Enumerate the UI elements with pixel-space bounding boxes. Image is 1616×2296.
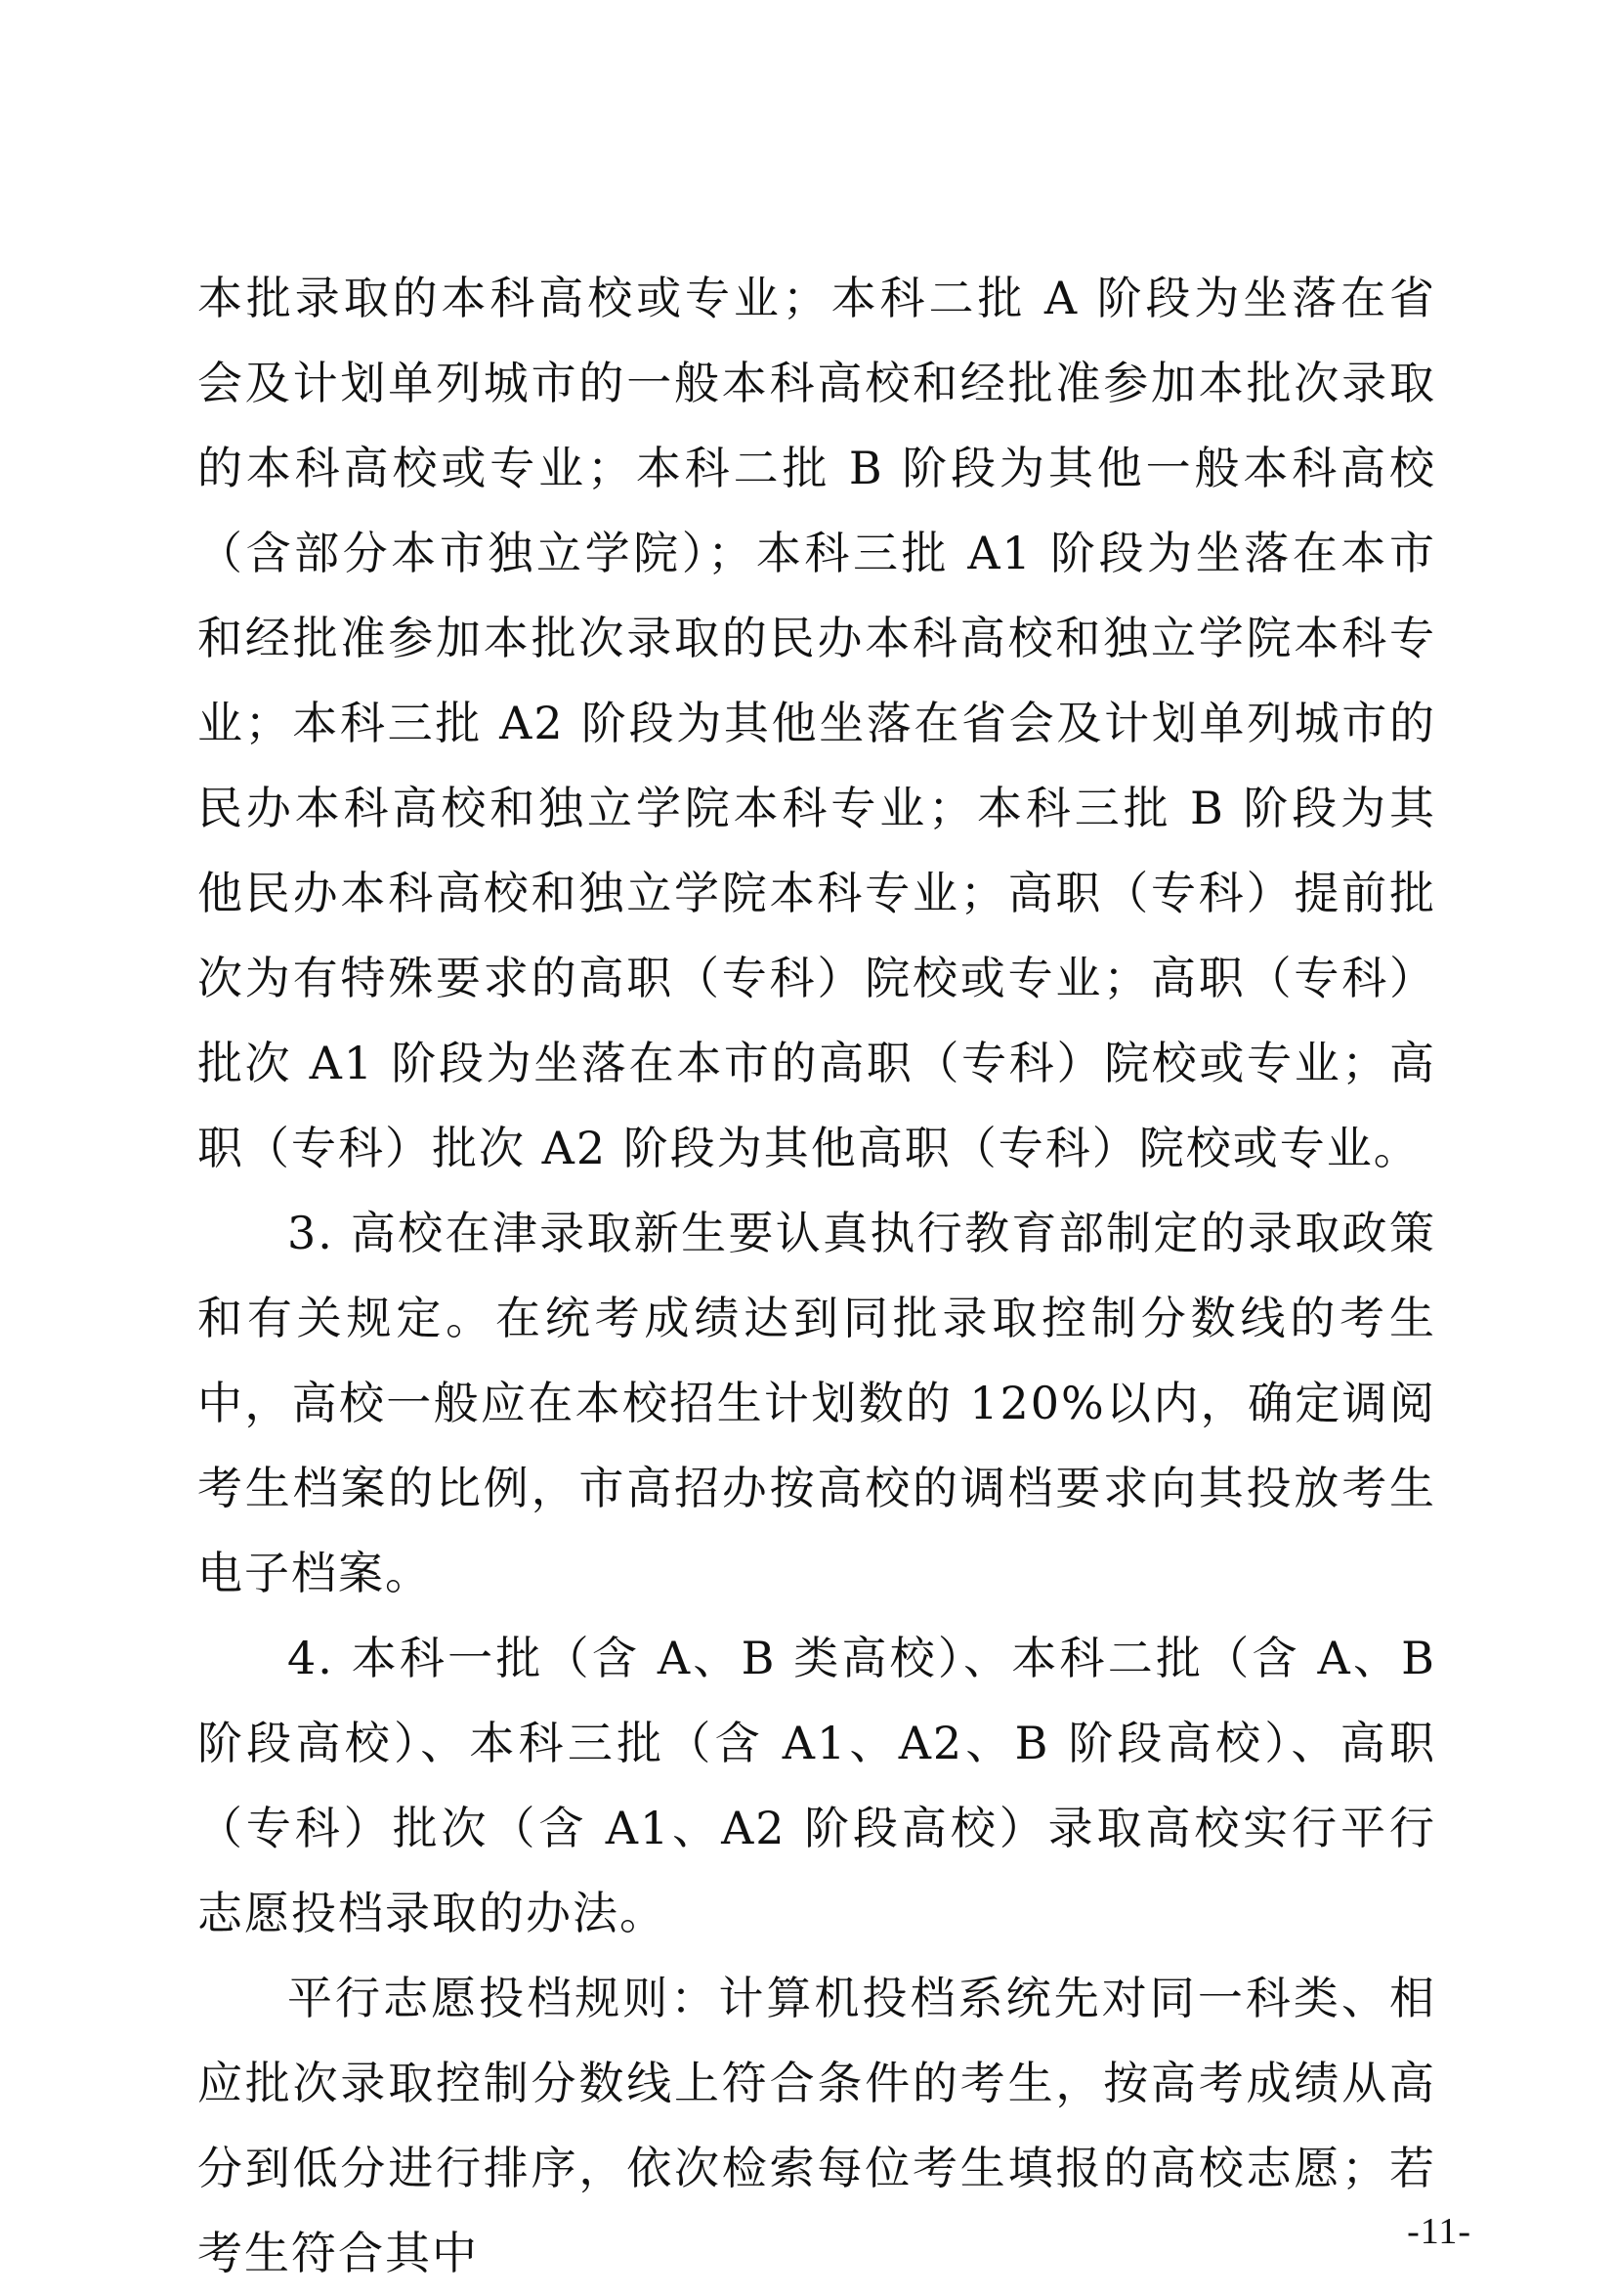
page-number: -11- <box>1407 2211 1471 2252</box>
document-body <box>197 256 1436 2296</box>
paragraph-batch-definitions: 本批录取的本科高校或专业；本科二批 A 阶段为坐落在省会及计划单列城市的一般本科高校和经批准参加本批次录取的本科高校或专业；本科二批 B 阶段为其他一般本科高校（含部分本市独立学院）；本科三批 A1 阶段为坐落在本市和经批准参加本批次录取的民办本科高校和独立学院本科专业；本科三批 A2 阶段为其他坐落在省会及计划单列城市的民办本科高校和独立学院本科专业；本科三批 B 阶段为其他民办本科高校和独立学院本科专业；高职（专科）提前批次为有特殊要求的高职（专科）院校或专业；高职（专科）批次 A1 阶段为坐落在本市的高职（专科）院校或专业；高职（专科）批次 A2 阶段为其他高职（专科）院校或专业。 <box>197 272 1436 1174</box>
paragraph-parallel-volunteer-rules: 平行志愿投档规则：计算机投档系统先对同一科类、相应批次录取控制分数线上符合条件的考生，按高考成绩从高分到低分进行排序，依次检索每位考生填报的高校志愿；若考生符合其中 <box>197 1972 1436 2279</box>
paragraph-item-3-admission-policy: 3. 高校在津录取新生要认真执行教育部制定的录取政策和有关规定。在统考成绩达到同批录取控制分数线的考生中，高校一般应在本校招生计划数的 120%以内，确定调阅考生档案的比例，市高招办按高校的调档要求向其投放考生电子档案。 <box>197 1207 1436 1599</box>
paragraph-item-4-parallel-volunteer: 4. 本科一批（含 A、B 类高校）、本科二批（含 A、B 阶段高校）、本科三批（含 A1、A2、B 阶段高校）、高职（专科）批次（含 A1、A2 阶段高校）录取高校实行平行志愿投档录取的办法。 <box>197 1632 1436 1939</box>
